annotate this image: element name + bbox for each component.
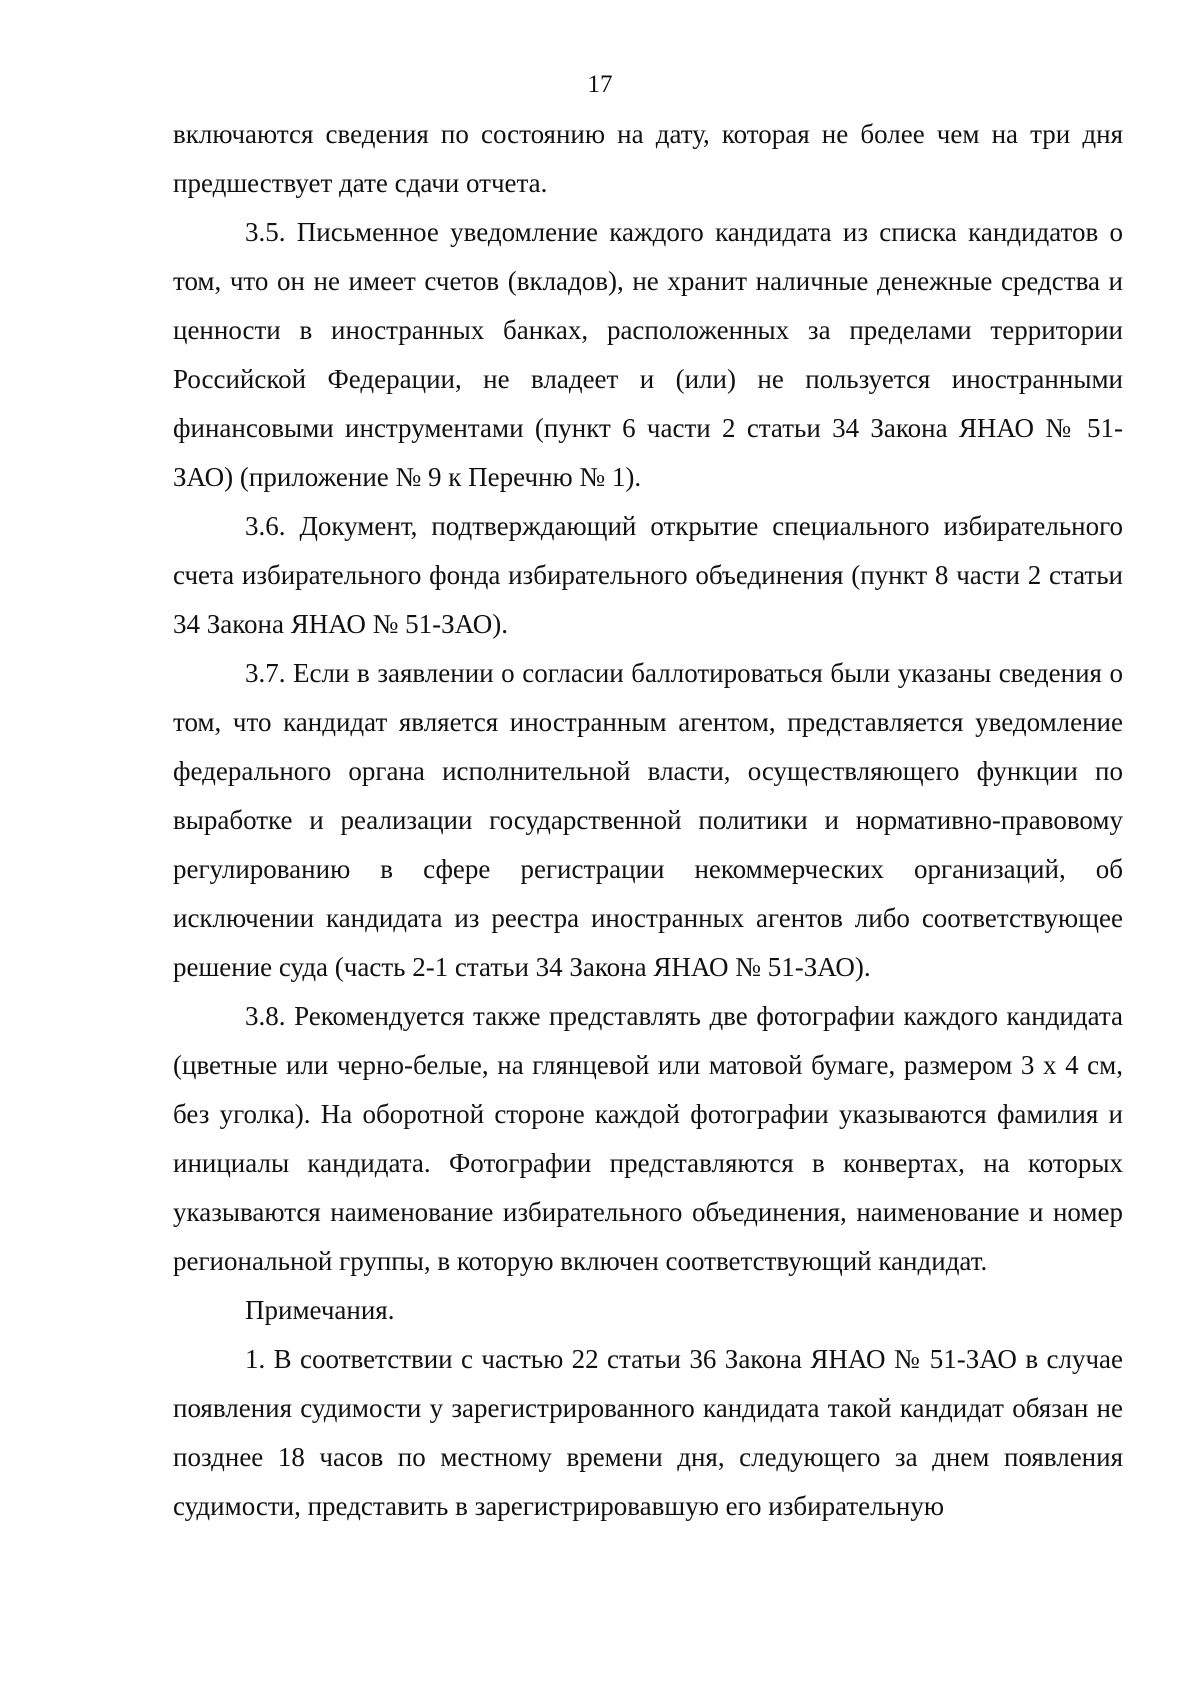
paragraph-3-6: 3.6. Документ, подтверждающий открытие специального избирательного счета избирательного фонда избирательного объединения (пункт 8 части 2 статьи 34 Закона ЯНАО № 51-ЗАО). [173, 511, 1123, 639]
note-1: 1. В соответствии с частью 22 статьи 36 Закона ЯНАО № 51-ЗАО в случае появления судимости у зарегистрированного кандидата такой кандидат обязан не позднее 18 часов по местному времени дня, следующего за днем появления судимости, представить в зарегистрировавшую его избирательную [173, 1344, 1123, 1521]
paragraph-continuation: включаются сведения по состоянию на дату, которая не более чем на три дня предшествует дате сдачи отчета. [173, 119, 1123, 198]
paragraph-3-8: 3.8. Рекомендуется также представлять две фотографии каждого кандидата (цветные или черно-белые, на глянцевой или матовой бумаге, размером 3 х 4 см, без уголка). На оборотной стороне каждой фотографии указываются фамилия и инициалы кандидата. Фотографии представляются в конвертах, на которых указываются наименование избирательного объединения, наименование и номер региональной группы, в которую включен соответствующий кандидат. [173, 1001, 1123, 1276]
document-body [173, 110, 1123, 1531]
paragraph-3-7: 3.7. Если в заявлении о согласии баллотироваться были указаны сведения о том, что кандидат является иностранным агентом, представляется уведомление федерального органа исполнительной власти, осуществляющего функции по выработке и реализации государственной политики и нормативно-правовому регулированию в сфере регистрации некоммерческих организаций, об исключении кандидата из реестра иностранных агентов либо соответствующее решение суда (часть 2-1 статьи 34 Закона ЯНАО № 51-ЗАО). [173, 658, 1123, 982]
paragraph-3-5: 3.5. Письменное уведомление каждого кандидата из списка кандидатов о том, что он не имеет счетов (вкладов), не хранит наличные денежные средства и ценности в иностранных банках, расположенных за пределами территории Российской Федерации, не владеет и (или) не пользуется иностранными финансовыми инструментами (пункт 6 части 2 статьи 34 Закона ЯНАО № 51-ЗАО) (приложение № 9 к Перечню № 1). [173, 217, 1123, 492]
notes-heading: Примечания. [245, 1295, 395, 1325]
page-number: 17 [587, 71, 613, 98]
